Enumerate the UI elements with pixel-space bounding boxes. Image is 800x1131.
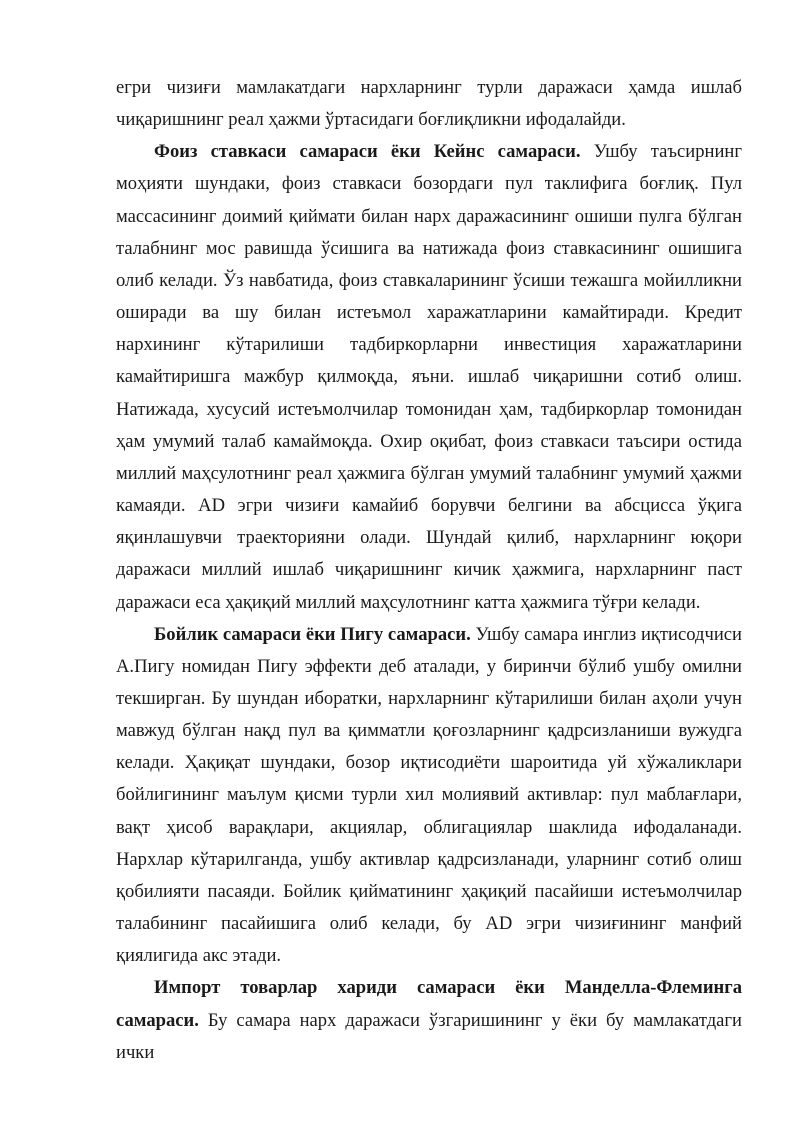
paragraph-continuation bbox=[116, 72, 742, 136]
paragraph-text: Ушбу таъсирнинг моҳияти шундаки, фоиз ставкаси бозордаги пул таклифига боғлиқ. Пул массасининг доимий қиймати билан нарх даражасининг ошиши пулга бўлган талабнинг мос равишда ўсишига ва натижада фоиз ставкасининг ошишига олиб келади. Ўз навбатида, фоиз ставкаларининг ўсиши тежашга мойилликни оширади ва шу билан истеъмол харажатларини камайтиради. Кредит нархининг кўтарилиши тадбиркорларни инвестиция харажатларини камайтиришга мажбур қилмоқда, яъни. ишлаб чиқаришни сотиб олиш. Натижада, хусусий истеъмолчилар томонидан ҳам, тадбиркорлар томонидан ҳам умумий талаб камаймоқда. Охир оқибат, фоиз ставкаси таъсири остида миллий маҳсулотнинг реал ҳажмига бўлган умумий талабнинг умумий ҳажми камаяди. AD эгри чизиғи камайиб борувчи белгини ва абсцисса ўқига яқинлашувчи траекторияни олади. Шундай қилиб, нархларнинг юқори даражаси миллий ишлаб чиқаришнинг кичик ҳажмига, нархларнинг паст даражаси еса ҳақиқий миллий маҳсулотнинг катта ҳажмига тўғри келади. bbox=[116, 141, 742, 613]
paragraph-mundell-fleming-effect bbox=[116, 972, 742, 1068]
paragraph-text: Ушбу самара инглиз иқтисодчиси А.Пигу номидан Пигу эффекти деб аталади, у биринчи бўлиб ушбу омилни текширган. Бу шундан иборатки, нархларнинг кўтарилиши билан аҳоли учун мавжуд бўлган нақд пул ва қимматли қоғозларнинг қадрсизланиши вужудга келади. Ҳақиқат шундаки, бозор иқтисодиёти шароитида уй хўжаликлари бойлигининг маълум қисми турли хил молиявий активлар: пул маблағлари, вақт ҳисоб варақлари, акциялар, облигациялар шаклида ифодаланади. Нархлар кўтарилганда, ушбу активлар қадрсизланади, уларнинг сотиб олиш қобилияти пасаяди. Бойлик қийматининг ҳақиқий пасайиши истеъмолчилар талабининг пасайишига олиб келади, бу AD эгри чизиғининг манфий қиялигида акс этади. bbox=[116, 623, 742, 967]
paragraph-heading: Импорт товарлар хариди самараси ёки Манделла-Флеминга самараси. bbox=[116, 977, 742, 1031]
paragraph-text: егри чизиғи мамлакатдаги нархларнинг турли даражаси ҳамда ишлаб чиқаришнинг реал ҳажми ўртасидаги боғлиқликни ифодалайди. bbox=[116, 77, 742, 131]
document-body bbox=[116, 72, 742, 1069]
paragraph-heading: Бойлик самараси ёки Пигу самараси. bbox=[154, 623, 471, 645]
paragraph-text: Бу самара нарх даражаси ўзгаришининг у ёки бу мамлакатдаги ички bbox=[116, 1009, 742, 1063]
paragraph-keynes-effect bbox=[116, 136, 742, 618]
paragraph-pigou-effect bbox=[116, 619, 742, 973]
paragraph-heading: Фоиз ставкаси самараси ёки Кейнс самараси. bbox=[154, 141, 581, 163]
